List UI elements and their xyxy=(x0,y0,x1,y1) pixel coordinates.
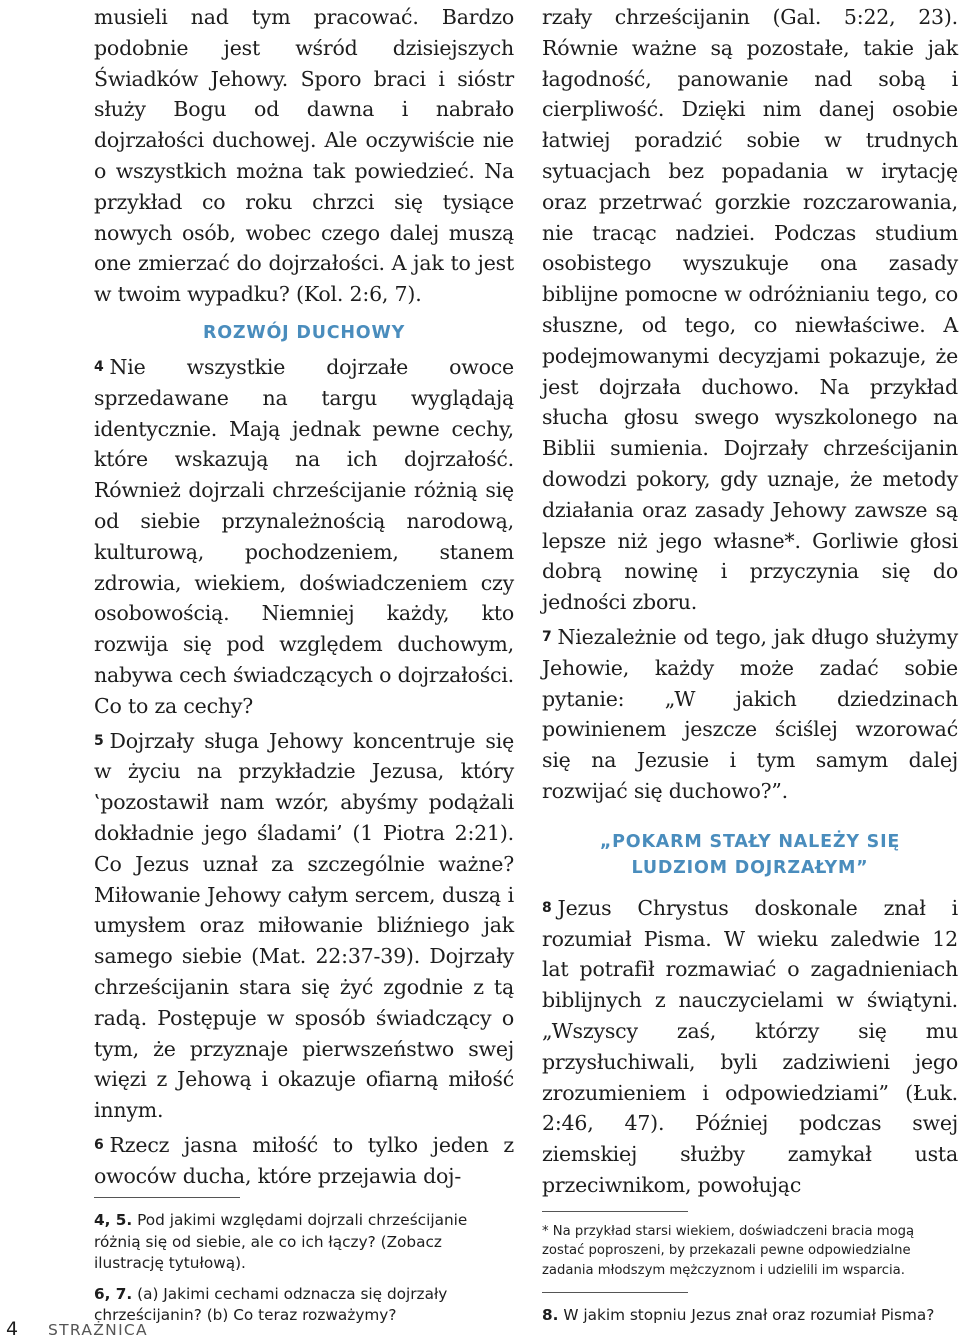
question-numbers: 6, 7. xyxy=(94,1284,133,1303)
question-numbers: 8. xyxy=(542,1306,559,1325)
paragraph-number: 8 xyxy=(542,899,552,916)
question-8 xyxy=(542,1305,958,1327)
question-6-7 xyxy=(94,1284,514,1327)
questions-divider xyxy=(94,1197,240,1198)
heading-line: „POKARM STAŁY NALEŻY SIĘ xyxy=(599,831,901,852)
question-numbers: 4, 5. xyxy=(94,1211,133,1230)
questions-divider xyxy=(542,1292,688,1293)
page-number: 4 xyxy=(6,1318,19,1340)
paragraph-number: 6 xyxy=(94,1136,104,1153)
footnote-divider xyxy=(542,1211,688,1212)
paragraph-6 xyxy=(94,1130,514,1192)
paragraph-8 xyxy=(542,893,958,1201)
footnote: * Na przykład starsi wiekiem, doświadczeni bracia mogą zostać poproszeni, by przekazali pewne odpowiedzialne zadania młodszym mężczyznom i udzielili im wsparcia. xyxy=(542,1223,915,1278)
paragraph-number: 5 xyxy=(94,732,104,749)
publication-name: STRAŻNICA xyxy=(48,1321,148,1339)
paragraph-number: 7 xyxy=(542,628,552,645)
section-heading-spiritual-growth: ROZWÓJ DUCHOWY xyxy=(202,322,406,343)
paragraph-text: Dojrzały sługa Jehowy koncentruje się w życiu na przykładzie Jezusa, który ‛pozostawił nam wzór, abyśmy podążali dokładnie jego śladami’ (1 Piotra 2:21). Co Jezus uznał za szczególnie ważne? Miłowanie Jehowy całym sercem, duszą i umysłem oraz miłowanie bliźniego jak samego siebie (Mat. 22:37-39). Dojrzały chrześcijanin stara się żyć zgodnie z tą radą. Postępuje w sposób świadczący o tym, że przyznaje pierwszeństwo swej więzi z Jehową i okazuje ofiarną miłość innym. xyxy=(94,728,514,1123)
question-text: (a) Jakimi cechami odznacza się dojrzały chrześcijanin? (b) Co teraz rozważymy? xyxy=(94,1284,448,1325)
question-text: Pod jakimi względami dojrzali chrześcijanie różnią się od siebie, ale co ich łączy? (Zobacz ilustrację tytułową). xyxy=(94,1211,468,1273)
paragraph-text: Niezależnie od tego, jak długo służymy Jehowie, każdy może zadać sobie pytanie: „W jakich dziedzinach powinienem jeszcze ściślej wzorować się na Jezusie i tym samym dalej rozwijać się duchowo?”. xyxy=(542,624,958,803)
question-text: W jakim stopniu Jezus znał oraz rozumiał Pisma? xyxy=(563,1306,935,1325)
paragraph-number: 4 xyxy=(94,358,104,375)
left-column xyxy=(94,0,514,1327)
intro-paragraph: musieli nad tym pracować. Bardzo podobnie jest wśród dzisiejszych Świadków Jehowy. Sporo braci i sióstr służy Bogu od dawna i nabrało dojrzałości duchowej. Ale oczywiście nie o wszystkich można tak powiedzieć. Na przykład co roku chrzci się tysiące nowych osób, wobec czego dalej muszą one zmierzać do dojrzałości. A jak to jest w twoim wypadku? (Kol. 2:6, 7). xyxy=(94,5,514,307)
paragraph-4 xyxy=(94,352,514,722)
paragraph-5 xyxy=(94,726,514,1126)
paragraph-text: Rzecz jasna miłość to tylko jeden z owoców ducha, które przejawia doj- xyxy=(94,1132,514,1188)
question-4-5 xyxy=(94,1210,514,1275)
continued-paragraph-6: rzały chrześcijanin (Gal. 5:22, 23). Równie ważne są pozostałe, takie jak łagodność, panowanie nad sobą i cierpliwość. Dzięki nim danej osobie łatwiej poradzić sobie w trudnych sytuacjach bez popadania w irytację oraz przetrwać gorzkie rozczarowania, nie tracąc nadziei. Podczas studium osobistego wyszukuje ona zasady biblijne pomocne w odróżnianiu tego, co słuszne, od tego, co niewłaściwe. A podejmowanymi decyzjami pokazuje, że jest dojrzała duchowo. Na przykład słucha głosu swego wyszkolonego na Biblii sumienia. Dojrzały chrześcijanin dowodzi pokory, gdy uznaje, że metody działania oraz zasady Jehowy zawsze są lepsze niż jego własne*. Gorliwie głosi dobrą nowinę i przyczynia się do jedności zboru. xyxy=(542,5,958,615)
paragraph-text: Nie wszystkie dojrzałe owoce sprzedawane na targu wyglądają identycznie. Mają jednak pewne cechy, które wskazują na ich dojrzałość. Również dojrzali chrześcijanie różnią się od siebie przynależnością narodową, kulturową, pochodzeniem, stanem zdrowia, wiekiem, doświadczeniem czy osobowością. Niemniej każdy, kto rozwija się pod względem duchowym, nabywa cech świadczących o dojrzałości. Co to za cechy? xyxy=(94,354,514,718)
heading-line: LUDZIOM DOJRZAŁYM” xyxy=(631,857,869,878)
section-heading-solid-food xyxy=(542,829,958,881)
right-column xyxy=(542,0,958,1327)
paragraph-7 xyxy=(542,622,958,807)
paragraph-text: Jezus Chrystus doskonale znał i rozumiał Pisma. W wieku zaledwie 12 lat potrafił rozmawiać o zagadnieniach biblijnych z nauczycielami w świątyni. „Wszyscy zaś, którzy się mu przysłuchiwali, byli zadziwieni jego zrozumieniem i odpowiedziami” (Łuk. 2:46, 47). Później podczas swej ziemskiej służby zamykał usta przeciwnikom, powołując xyxy=(542,895,958,1197)
